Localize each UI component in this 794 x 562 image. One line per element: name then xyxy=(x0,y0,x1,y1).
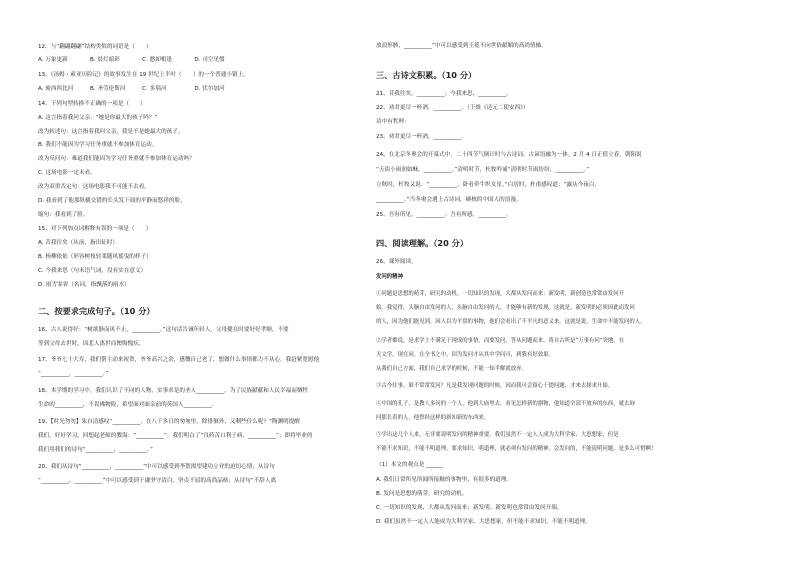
q13-options: A. 密西西比河 B. 圣劳伦斯河 C. 多瑙河 D. 伏尔加河 xyxy=(38,86,225,92)
passage-line: ②学者都说，是求学上不满足于现成的事情，而要发问，答从问题而来，将自古所是“万事有问”突地，在 xyxy=(376,338,625,344)
passage-line: 的人，因为他们能见到，因人以为平常的事物，他们会看出了不平凡的意义来。这就是说，生命中不能发问的人。 xyxy=(376,319,646,325)
passage-line: 问那长着的人，他曾经这样的新知新的东西来。 xyxy=(376,415,490,421)
q25-line: 25、吾有所见，__________；吾有所感，__________。 xyxy=(376,212,512,218)
passage-line: 始。我觉得，头脑自由发问的人，头脑自由发问的人，才能够有新的发现。这就是，新发明的必须因此而发问 xyxy=(376,305,635,311)
q14-option-a-change: 改为转述句：这言指着我问父亲，我是不是她最大的孩子。 xyxy=(38,129,184,135)
passage-line: ③古今往事，谁不常常发问？凡是我发现问题的时候，因而我可会留心于提问题，才来去探求开始。 xyxy=(376,383,614,389)
q20-line-1: 20、我们从诗句“__________，__________”中可以感受到李贺渴望建功立业的迫切心情；从诗句 xyxy=(38,464,275,470)
q24-line-1: 24、在北京冬奥会的开幕式中，二十四节气倒计时与古诗词、古谚语融为一体。2 月 4 日正值立春，朝阳说 xyxy=(376,152,642,158)
q12-stem: 12、与“翻翩翻翩”结构类似的词语是（ ） xyxy=(38,44,152,50)
q19-line-3: 我们用我们的诗句“__________，__________。” xyxy=(38,447,153,453)
q15-stem: 15、对下列加点词解释有误的一项是（ ） xyxy=(38,226,152,232)
q15-option-d: D. 雨雪霏霏（名词，指飘落的雨水） xyxy=(38,282,130,288)
q18-line-1: 18、本学期的学习中，我们认识了不同的人物，实事求是的圣人__________，为了民族献献和人民幸福而牺牲 xyxy=(38,388,309,394)
q14-option-d: D. 我看到了他那纵横交错的长头发下面的平静而悠祥的脸。 xyxy=(38,198,186,204)
q17-line-1: 17、爷爷七十大寿，我们帮主动来祝贺，爷爷高兴之余，感慨自己老了，想做什么事情都力不从心。我赶紧宽慰他 xyxy=(38,357,320,363)
passage-line: 天文学，现在同。在全书之中，因为发问才从其中学问可，到我有好效果。 xyxy=(376,352,554,358)
section4-heading: 四、阅读理解。（20 分） xyxy=(376,238,469,248)
q26-option-d: D. 我们虽然不一定人人能成为大科学家、大思想家，但不能不求知识，不能不明道理。 xyxy=(376,519,591,525)
q14-option-b: B. 我们不能因为学习任务重就不参加体育运动。 xyxy=(38,142,158,148)
passage-line: 不能不求知识，不能不明道理。要求知识，明道理，就必须有发问的精神。会发问的，不能说明问题，是多么可惜啊！ xyxy=(376,446,657,452)
q12-options: A. 万象更新 B. 晨灯暗彩 C. 憨却相逢 D. 司空见惯 xyxy=(38,57,225,63)
q26-option-c: C. 一切知识的发现，大都从发问而来；新发明、新发明也常常由发问开端。 xyxy=(376,505,563,511)
q19-line-1: 19、【时光勿勿】朱自清感叹“__________，在八千多日的匆匆里，除徘徊外，又剩些什么呢？”陶渊明提醒 xyxy=(38,419,300,425)
section2-heading: 二、按要求完成句子。（10 分） xyxy=(38,306,155,316)
q20-line-2: “__________，__________”中可以感受到于谦坚守清白，坚贞不屈的高尚品格；从诗句“不辞人离 xyxy=(38,478,277,484)
q14-option-c: C. 这场电影一定未看。 xyxy=(38,170,96,176)
q26-option-b: B. 发问是思想的萌芽，研究的动机。 xyxy=(376,491,468,497)
q14-stem: 14、下列句型转换不正确的一项是（ ） xyxy=(38,101,146,107)
q24-line-2: “天街小雨润如酥，__________。”清明时节，杜牧吟诵“清明时节雨纷纷，__________。” xyxy=(376,167,589,173)
passage-line: 从我们自己方面，我们自己求学的时候，不能一知半解就放弃。 xyxy=(376,366,527,372)
passage-line: ⑤学出这几个人来，无非要说明发问的精神重要。我们虽然不一定人人成为大科学家、大思想家，但是 xyxy=(376,432,619,438)
q13-stem: 13、《汤姆・索亚历险记》的故事发生在 19 世纪上半叶（ ）的一个普通小镇上。 xyxy=(38,72,249,78)
q24-line-4: __________。”当冬奥会遇上古诗词，硬核的中国人的浪漫。 xyxy=(376,197,522,203)
q24-line-3: 立秋时，杜牧又说：“__________，卧看牵牛织女星。”白居时，杜甫感叹道：“露从今夜白， xyxy=(376,182,601,188)
q21-line: 21、昔我往矣，__________；今我来思，__________。 xyxy=(376,91,512,97)
q22-line: 22、劝君更尽一杯酒，__________。（王维《送元二使安西》） xyxy=(376,105,529,111)
q14-option-d-change: 缩句：我看到了脸。 xyxy=(38,212,89,218)
q26-sub1-stem: （1）本文的观点是 ______ xyxy=(376,462,443,468)
q18-line-2: 生命的__________，不畏佛物险，希望面对面亲前的英国人__________。 xyxy=(38,402,218,408)
philosophy-label: 诗中有哲理： xyxy=(376,119,410,125)
q15-option-b: B. 杨柳依依（形容树枝轻柔随风摇曳的样子） xyxy=(38,254,152,260)
q16-line-1: 16、古人说得好：“树欲静而风不止，__________。”这句话告诫年轻人，父母健在时要好好孝顺，不要 xyxy=(38,327,289,333)
q15-option-c: C. 今我来思（句末语气词，没有实在意义） xyxy=(38,268,147,274)
q26-option-a: A. 我们日常所见所闻所接触的事物里，有很多的道理。 xyxy=(376,477,512,483)
passage-title: 发问的精神 xyxy=(376,274,403,280)
q14-option-c-change: 改为双重否定句：这场电影我不可能不去看。 xyxy=(38,184,150,190)
q14-option-b-change: 改为反问句：难道我们能因为学习任务重就不参加体育运动吗？ xyxy=(38,156,195,162)
q17-line-2: “__________，__________。” xyxy=(38,371,109,377)
q23-line: 23、劝君更尽一杯酒，__________。 xyxy=(376,134,468,140)
q16-line-2: 等到父母去世时，因悲人离世而懊悔愧疚。 xyxy=(38,341,145,347)
q14-option-a: A. 这言指着我问父亲：“她是你最大的孩子吗？” xyxy=(38,115,158,121)
q15-option-a: A. 昔我往矣（从前，指出征时） xyxy=(38,240,119,246)
section3-heading: 三、古诗文积累。（10 分） xyxy=(376,70,477,80)
q20-continued: 放浪形骸，__________”中可以感受到王冕不向世俗献媚的高尚情操。 xyxy=(376,43,547,49)
q26-intro: 26、课外阅读。 xyxy=(376,259,417,265)
q19-line-2: 我们，好好学习，回想起老师的教诲：“__________”。我们明白了“良药苦口利于病，__________”；即将毕业的 xyxy=(38,433,313,439)
passage-line: ①问题是思想的萌芽，研究的动机。一切知识的发现，大都从发问而来：新发明，新创造也常常由发问开 xyxy=(376,291,624,297)
passage-line: ④中国的孔子，是教人多问的一个人。他到大庙里去，看见怎样新的器物，他知道全部不放弃的东西，就去询 xyxy=(376,401,635,407)
